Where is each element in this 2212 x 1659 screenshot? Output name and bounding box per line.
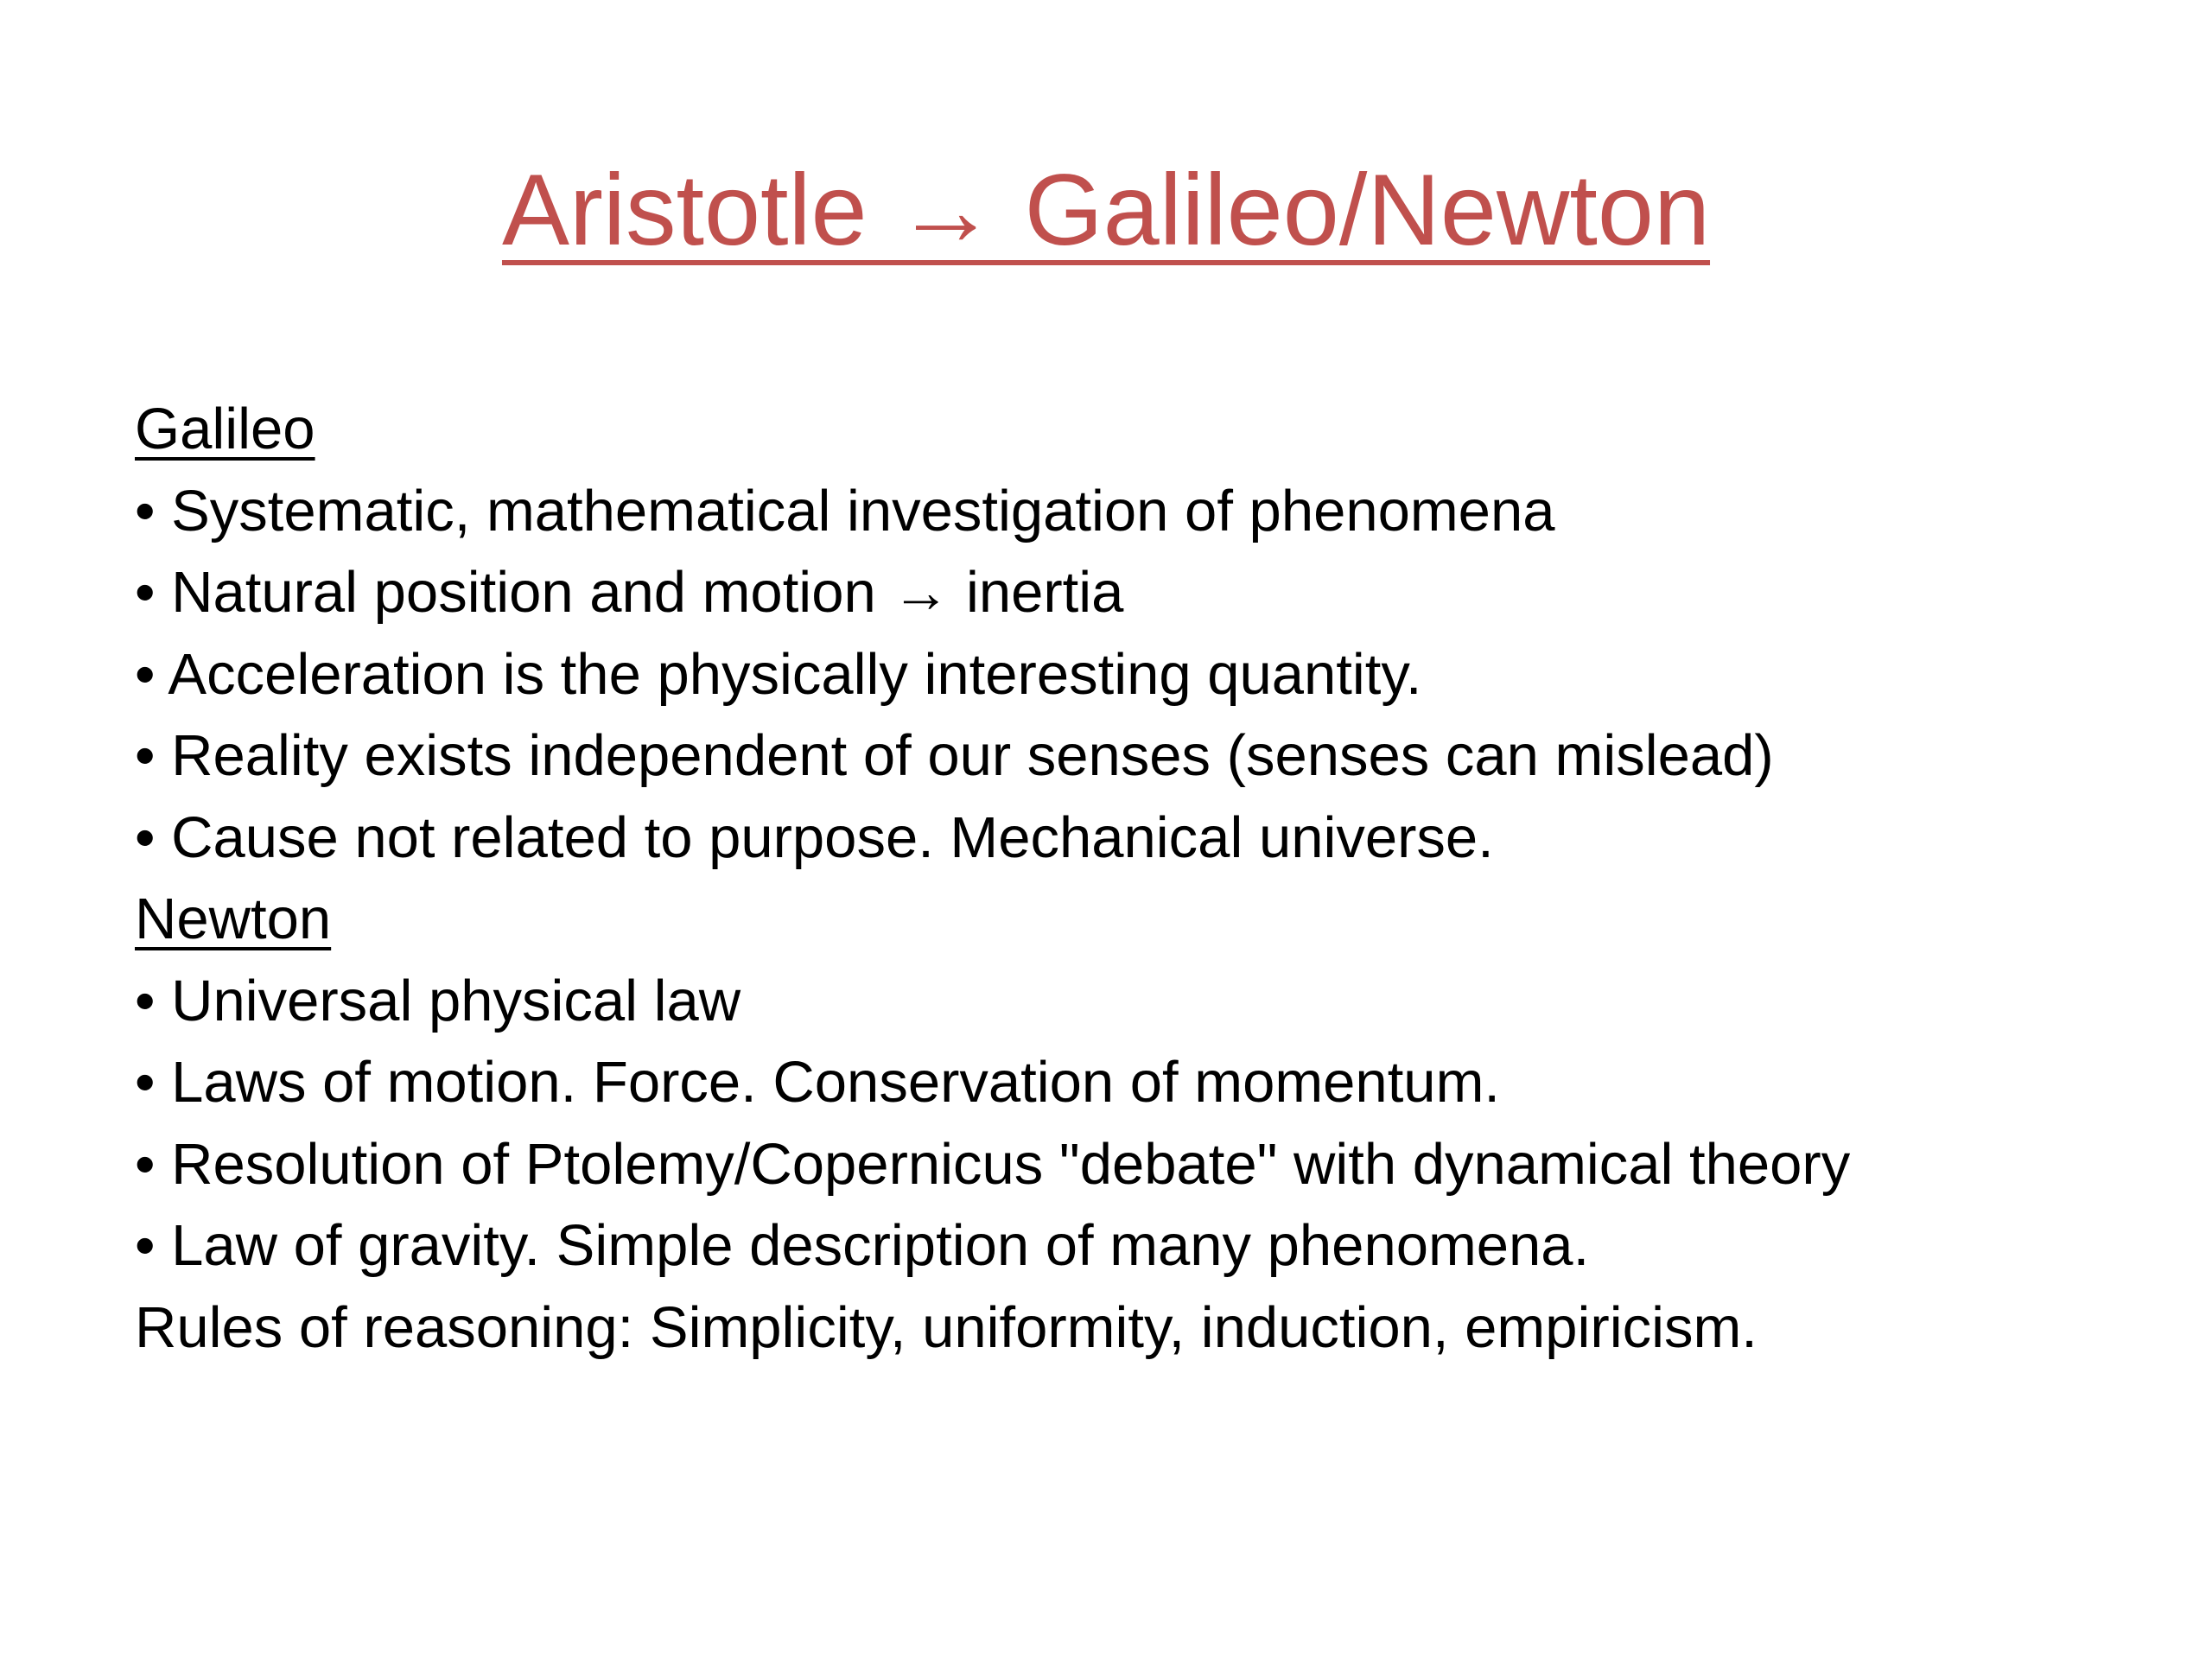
newton-heading: Newton — [135, 887, 332, 951]
slide-body — [135, 389, 2165, 1369]
slide-title — [0, 145, 2212, 275]
rules-of-reasoning: Rules of reasoning: Simplicity, uniformity, induction, empiricism. — [135, 1294, 1758, 1360]
galileo-bullet-3: • Acceleration is the physically interesting quantity. — [135, 641, 1422, 707]
newton-heading-row — [135, 879, 2165, 961]
galileo-bullet-5: • Cause not related to purpose. Mechanical universe. — [135, 804, 1494, 870]
slide-title-text: Aristotle → Galileo/Newton — [501, 153, 1711, 266]
galileo-bullet-4: • Reality exists independent of our senses (senses can mislead) — [135, 723, 1774, 788]
galileo-bullet-1: • Systematic, mathematical investigation of phenomena — [135, 478, 1555, 543]
newton-bullet-4: • Law of gravity. Simple description of many phenomena. — [135, 1213, 1590, 1278]
newton-bullet-3: • Resolution of Ptolemy/Copernicus "debate" with dynamical theory — [135, 1131, 1851, 1197]
galileo-bullet-2: • Natural position and motion → inertia — [135, 560, 1124, 625]
newton-bullet-1: • Universal physical law — [135, 968, 741, 1033]
galileo-heading: Galileo — [135, 397, 315, 461]
newton-bullet-2: • Laws of motion. Force. Conservation of momentum. — [135, 1050, 1500, 1115]
